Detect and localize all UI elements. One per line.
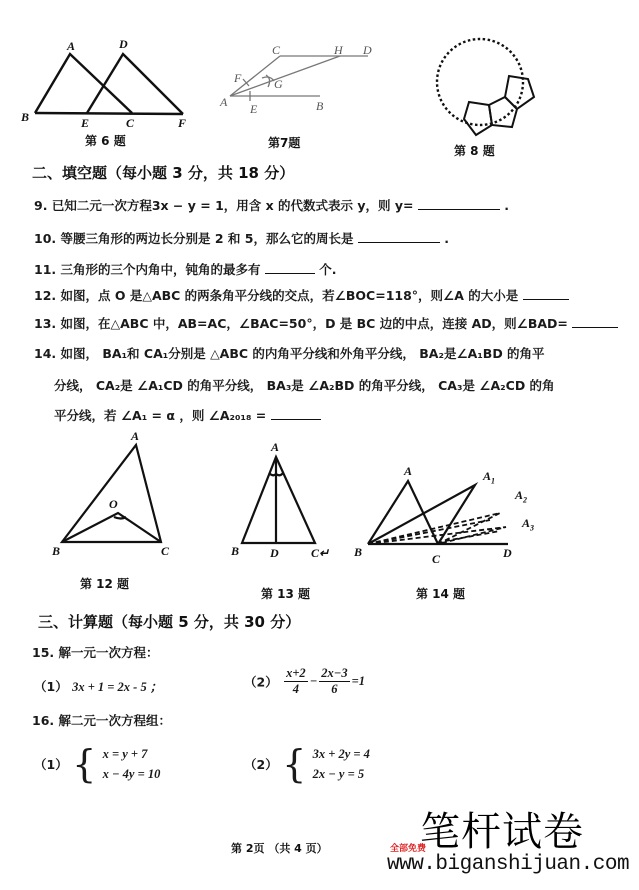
q15-part2-fraction-2 bbox=[319, 666, 349, 697]
fig13-label-b: B bbox=[231, 544, 240, 558]
question-12 bbox=[34, 286, 569, 304]
question-14-line-2 bbox=[54, 376, 555, 394]
page-number: 第 2页 （共 4 页） bbox=[231, 842, 328, 855]
question-14-number: 14. bbox=[34, 346, 57, 361]
figure-14 bbox=[350, 455, 550, 605]
figure-6 bbox=[15, 30, 215, 150]
q16-part1-eq2: x − 4y = 10 bbox=[102, 767, 161, 781]
fraction-1-numerator: x+2 bbox=[286, 666, 306, 680]
fig14-label-c: C bbox=[432, 552, 441, 566]
watermark-free-label: 全部免费 bbox=[390, 844, 427, 854]
fig12-label-a: A bbox=[131, 429, 140, 443]
question-11-answer-blank[interactable] bbox=[265, 261, 315, 274]
question-16-part-2 bbox=[244, 744, 370, 784]
question-16-part-1 bbox=[34, 744, 160, 784]
figure-13 bbox=[225, 440, 345, 600]
fig14-label-d: D bbox=[503, 546, 512, 560]
figure-8-drawing bbox=[420, 30, 560, 160]
fig7-label-h: H bbox=[334, 43, 343, 57]
fig7-label-g: G bbox=[274, 77, 283, 91]
question-10-answer-blank[interactable] bbox=[358, 230, 440, 243]
question-14-answer-blank[interactable] bbox=[271, 407, 321, 420]
question-12-answer-blank[interactable] bbox=[523, 287, 569, 300]
question-15-heading: 15. 解一元一次方程： bbox=[32, 645, 159, 660]
fig7-label-e: E bbox=[250, 102, 258, 116]
fig14-caption: 第 14 题 bbox=[416, 587, 466, 601]
question-13-text: 如图，在△ABC 中，AB=AC，∠BAC=50°，D 是 BC 边的中点，连接 AD，则∠BAD= bbox=[60, 316, 568, 331]
fig7-label-a: A bbox=[220, 95, 228, 109]
fraction-2-numerator: 2x−3 bbox=[321, 666, 348, 680]
question-10-end: . bbox=[444, 231, 449, 246]
q15-part2-fraction-1 bbox=[284, 666, 308, 697]
fraction-1-denominator: 4 bbox=[292, 682, 299, 696]
fig14-label-a3: $A_3$ bbox=[522, 516, 535, 533]
fig12-label-b: B bbox=[52, 544, 61, 558]
q16-part1-system bbox=[103, 744, 161, 784]
question-11 bbox=[34, 260, 337, 278]
fig6-caption: 第 6 题 bbox=[85, 134, 126, 148]
question-12-number: 12. bbox=[34, 288, 57, 303]
fig7-caption: 第7题 bbox=[268, 136, 301, 150]
section-3-title: 三、计算题（每小题 5 分，共 30 分） bbox=[38, 613, 301, 631]
fig14-label-a2: $A_2$ bbox=[515, 488, 528, 505]
fig6-label-f: F bbox=[178, 116, 187, 130]
fig6-label-c: C bbox=[126, 116, 135, 130]
question-9 bbox=[34, 196, 509, 214]
question-13-number: 13. bbox=[34, 316, 57, 331]
fig7-label-f: F bbox=[234, 71, 242, 85]
question-14-text-3: 平分线，若 ∠A₁ = α ，则 ∠A₂₀₁₈ = bbox=[54, 408, 267, 423]
left-brace-icon: { bbox=[72, 742, 97, 786]
fig14-label-b: B bbox=[354, 545, 363, 559]
q16-part1-label: （1） bbox=[34, 757, 68, 772]
fig6-label-d: D bbox=[119, 37, 128, 51]
fig6-label-e: E bbox=[81, 116, 90, 130]
q15-part2-rhs: =1 bbox=[351, 674, 365, 688]
fraction-2-denominator: 6 bbox=[331, 682, 338, 696]
question-12-text: 如图，点 O 是△ABC 的两条角平分线的交点，若∠BOC=118°，则∠A 的大小是 bbox=[60, 288, 519, 303]
fig12-caption: 第 12 题 bbox=[80, 577, 130, 591]
question-16-heading: 16. 解二元一次方程组： bbox=[32, 713, 171, 728]
question-10 bbox=[34, 229, 449, 247]
q15-part1-label: （1） bbox=[34, 679, 68, 694]
question-13-answer-blank[interactable] bbox=[572, 315, 618, 328]
fig6-label-a: A bbox=[67, 39, 76, 53]
left-brace-icon: { bbox=[282, 742, 307, 786]
fig13-caption: 第 13 题 bbox=[261, 587, 311, 601]
question-14-line-3 bbox=[54, 406, 321, 424]
figure-12 bbox=[30, 425, 190, 605]
question-11-text: 三角形的三个内角中，钝角的最多有 bbox=[60, 262, 261, 277]
question-9-end: . bbox=[504, 198, 509, 213]
question-14-line-1 bbox=[34, 344, 545, 362]
question-10-text: 等腰三角形的两边长分别是 2 和 5，那么它的周长是 bbox=[60, 231, 354, 246]
fig7-label-c: C bbox=[272, 43, 281, 57]
question-14-text-2: 分线， CA₂是 ∠A₁CD 的角平分线， BA₃是 ∠A₂BD 的角平分线， CA₃是 ∠A₂CD 的角 bbox=[54, 378, 555, 393]
fig12-label-c: C bbox=[161, 544, 170, 558]
fig14-label-a1: $A_1$ bbox=[483, 469, 496, 486]
fig7-label-d: D bbox=[363, 43, 372, 57]
fig13-label-a: A bbox=[271, 440, 280, 454]
question-9-text: 已知二元一次方程3x − y = 1，用含 x 的代数式表示 y，则 y= bbox=[51, 198, 414, 213]
figure-7 bbox=[210, 35, 390, 155]
section-2-title: 二、填空题（每小题 3 分，共 18 分） bbox=[32, 164, 295, 182]
question-9-answer-blank[interactable] bbox=[418, 197, 500, 210]
question-9-number: 9. bbox=[34, 198, 48, 213]
question-13 bbox=[34, 314, 618, 332]
figure-14-drawing bbox=[350, 455, 550, 605]
fig12-label-o: O bbox=[109, 497, 118, 511]
question-15-part-1 bbox=[34, 677, 162, 695]
fig6-label-b: B bbox=[21, 110, 30, 124]
watermark-url[interactable]: www.biganshijuan.com bbox=[387, 853, 630, 876]
fig8-caption: 第 8 题 bbox=[454, 144, 495, 158]
fig13-label-d: D bbox=[270, 546, 279, 560]
q16-part2-system bbox=[313, 744, 370, 784]
q16-part1-eq1: x = y + 7 bbox=[102, 747, 148, 761]
fig13-label-c: C↵ bbox=[311, 546, 330, 560]
q16-part2-eq2: 2x − y = 5 bbox=[312, 767, 365, 781]
question-10-number: 10. bbox=[34, 231, 57, 246]
figure-13-drawing bbox=[225, 440, 345, 600]
question-15-part-2 bbox=[244, 666, 365, 697]
fig14-label-a: A bbox=[404, 464, 413, 478]
question-11-number: 11. bbox=[34, 262, 57, 277]
question-14-text-1: 如图， BA₁和 CA₁分别是 △ABC 的内角平分线和外角平分线， BA₂是∠A₁BD 的角平 bbox=[60, 346, 545, 361]
q15-part1-equation: 3x + 1 = 2x - 5 ； bbox=[72, 680, 163, 694]
fig7-label-b: B bbox=[316, 99, 324, 113]
watermark-title: 笔杆试卷 bbox=[420, 809, 584, 855]
question-11-end: 个. bbox=[319, 262, 337, 277]
minus-sign: − bbox=[309, 674, 318, 688]
q16-part2-eq1: 3x + 2y = 4 bbox=[312, 747, 370, 761]
q16-part2-label: （2） bbox=[244, 757, 278, 772]
q15-part2-label: （2） bbox=[244, 674, 278, 690]
figure-8 bbox=[420, 30, 560, 160]
